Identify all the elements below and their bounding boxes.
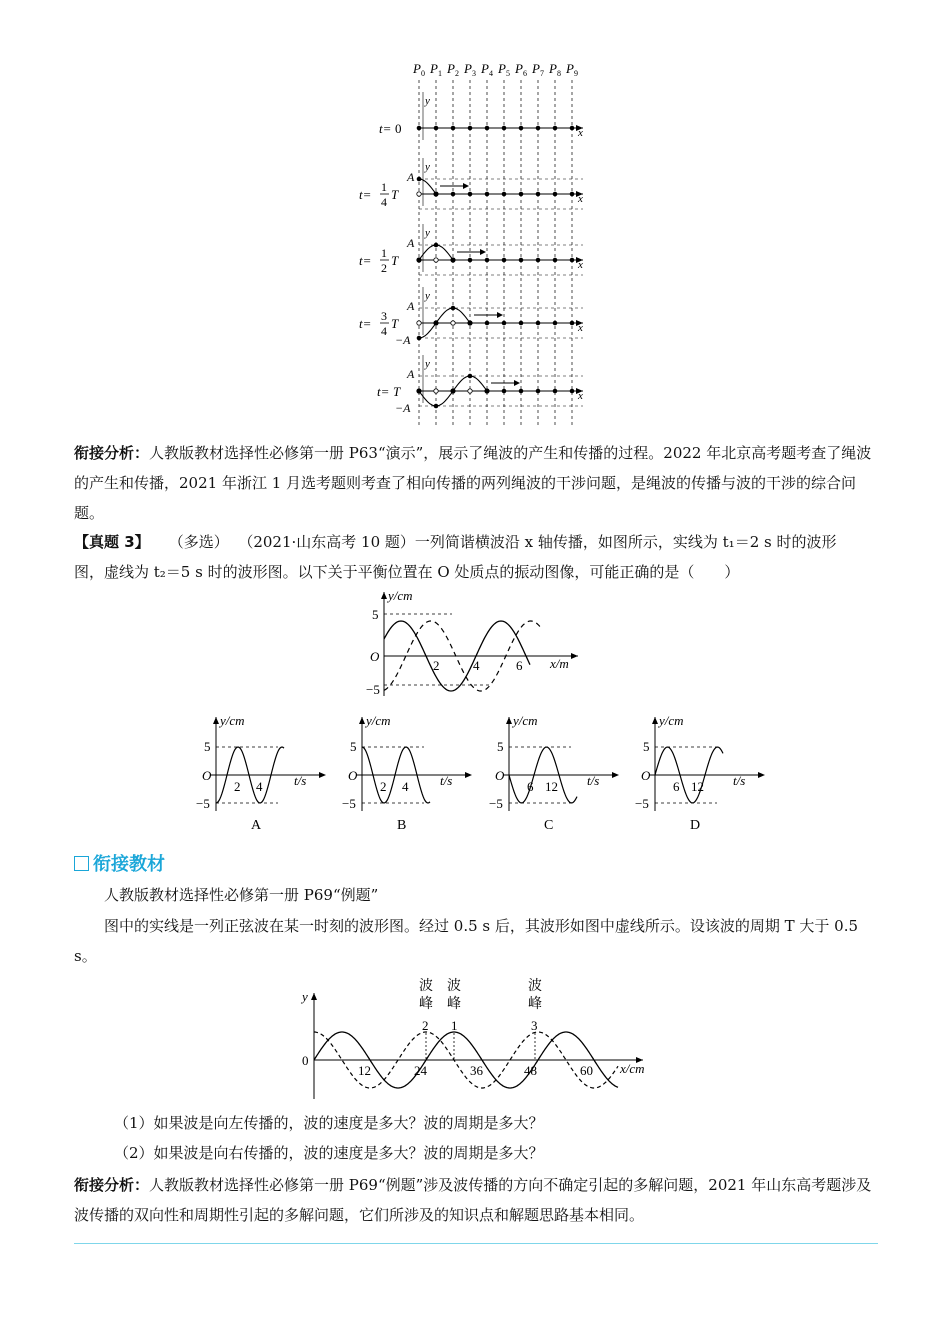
option-ytick-bottom: −5 xyxy=(635,796,649,811)
question-label: 【真题 3】 xyxy=(74,533,150,551)
svg-text:t=: t= xyxy=(379,121,392,136)
option-ylabel: y/cm xyxy=(659,713,684,728)
wave-origin: O xyxy=(370,649,380,664)
wave-xtick-2: 2 xyxy=(433,658,440,673)
option-tick-1: 6 xyxy=(527,779,534,794)
wave-graph xyxy=(360,588,590,698)
option-ytick-top: 5 xyxy=(350,739,357,754)
svg-text:x: x xyxy=(578,322,583,334)
svg-text:峰: 峰 xyxy=(447,997,461,1012)
option-ytick-bottom: −5 xyxy=(489,796,503,811)
question-text-a: 一列简谐横波沿 x 轴传播，如图所示，实线为 t₁＝2 s 时的波形 xyxy=(414,533,837,551)
point-label-5: $P_5$ xyxy=(498,61,510,78)
time-label-0 xyxy=(379,121,402,136)
amplitude-label: A xyxy=(407,367,415,381)
point-label-1: $P_1$ xyxy=(430,61,442,78)
point-label-9: $P_9$ xyxy=(566,61,578,78)
question-tag: （多选） xyxy=(168,533,229,551)
option-ytick-top: 5 xyxy=(497,739,504,754)
point-label-0: $P_0$ xyxy=(413,61,425,78)
option-tick-1: 2 xyxy=(234,779,241,794)
wave-xtick-4: 4 xyxy=(473,658,480,673)
svg-text:y: y xyxy=(425,95,430,107)
question-3 xyxy=(74,527,874,587)
option-letter: C xyxy=(544,818,554,833)
svg-text:1: 1 xyxy=(451,1018,458,1033)
option-letter: A xyxy=(251,818,262,833)
svg-text:1: 1 xyxy=(381,246,387,260)
time-label-3 xyxy=(359,309,399,338)
option-c-graph[interactable] xyxy=(487,713,627,833)
svg-text:2: 2 xyxy=(422,1018,429,1033)
option-ytick-top: 5 xyxy=(643,739,650,754)
wave-ytick-bottom: −5 xyxy=(366,682,380,697)
amplitude-label: A xyxy=(407,236,415,250)
option-a-graph[interactable] xyxy=(194,713,334,833)
svg-text:T: T xyxy=(391,187,399,202)
textbook-text: 图中的实线是一列正弦波在某一时刻的波形图。经过 0.5 s 后，其波形如图中虚线所示。设该波的周期 T 大于 0.5 s。 xyxy=(74,917,859,965)
divider-line xyxy=(74,1243,878,1244)
svg-text:t=: t= xyxy=(377,384,390,399)
option-origin: O xyxy=(641,768,651,783)
point-label-7: $P_7$ xyxy=(532,61,544,78)
amplitude-label: A xyxy=(407,170,415,184)
option-ylabel: y/cm xyxy=(366,713,391,728)
peak-wave-graph xyxy=(298,975,658,1100)
svg-text:4: 4 xyxy=(381,195,387,209)
peak-ylabel: y xyxy=(302,989,308,1004)
analysis-label: 衔接分析： xyxy=(74,444,150,462)
point-guide-lines xyxy=(419,80,572,428)
time-row-4 xyxy=(377,355,583,415)
option-ytick-top: 5 xyxy=(204,739,211,754)
wave-ylabel: y/cm xyxy=(388,588,413,603)
section-title: 衔接教材 xyxy=(93,854,165,875)
option-tick-1: 6 xyxy=(673,779,680,794)
svg-text:4: 4 xyxy=(381,324,387,338)
svg-text:x: x xyxy=(578,259,583,271)
svg-text:1: 1 xyxy=(381,180,387,194)
option-tick-2: 12 xyxy=(545,779,558,794)
time-row-0 xyxy=(379,92,583,140)
option-ytick-bottom: −5 xyxy=(342,796,356,811)
neg-amplitude-label: −A xyxy=(395,333,411,347)
option-tick-1: 2 xyxy=(380,779,387,794)
svg-text:t=: t= xyxy=(359,316,372,331)
square-icon xyxy=(74,856,89,871)
point-label-6: $P_6$ xyxy=(515,61,527,78)
svg-text:x: x xyxy=(578,193,583,205)
svg-text:峰: 峰 xyxy=(528,997,542,1012)
svg-text:波: 波 xyxy=(447,979,461,994)
peak-xtick-36: 36 xyxy=(470,1063,483,1078)
neg-amplitude-label: −A xyxy=(395,401,411,415)
option-b-graph[interactable] xyxy=(340,713,480,833)
option-origin: O xyxy=(202,768,212,783)
svg-text:波: 波 xyxy=(419,979,433,994)
option-xlabel: t/s xyxy=(440,773,453,788)
peak-xtick-24: 24 xyxy=(414,1063,427,1078)
peak-xtick-60: 60 xyxy=(580,1063,593,1078)
option-tick-2: 4 xyxy=(402,779,409,794)
peak-label-2 xyxy=(419,978,433,1033)
svg-text:T: T xyxy=(393,384,401,399)
svg-text:x: x xyxy=(578,127,583,139)
svg-text:3: 3 xyxy=(381,309,387,323)
analysis-label: 衔接分析： xyxy=(74,1176,150,1194)
analysis-text: 人教版教材选择性必修第一册 P63“演示”，展示了绳波的产生和传播的过程。2022 年北京高考题考查了绳波的产生和传播，2021 年浙江 1 月选考题则考查了相向传播的两列绳波的干涉问题，是绳波的传播与波的干涉的综合问题。 xyxy=(74,444,872,522)
question-1: （1）如果波是向左传播的，波的速度是多大？波的周期是多大？ xyxy=(114,1114,544,1132)
point-label-3: $P_3$ xyxy=(464,61,476,78)
analysis-text: 人教版教材选择性必修第一册 P69“例题”涉及波传播的方向不确定引起的多解问题，2021 年山东高考题涉及波传播的双向性和周期性引起的多解问题，它们所涉及的知识点和解题思路基本相同。 xyxy=(74,1176,872,1224)
amplitude-label: A xyxy=(407,299,415,313)
svg-text:峰: 峰 xyxy=(419,997,433,1012)
time-row-1 xyxy=(359,158,583,209)
peak-origin: 0 xyxy=(302,1053,309,1068)
option-xlabel: t/s xyxy=(294,773,307,788)
wave-xtick-6: 6 xyxy=(516,658,523,673)
svg-text:0: 0 xyxy=(395,121,402,136)
question-source: （2021·山东高考 10 题） xyxy=(238,533,415,551)
wave-ytick-top: 5 xyxy=(372,607,379,622)
wave-xlabel: x/m xyxy=(550,656,569,671)
point-label-8: $P_8$ xyxy=(549,61,561,78)
section-heading xyxy=(74,850,165,876)
analysis-paragraph-2 xyxy=(74,1170,874,1230)
question-text-b: 图，虚线为 t₂＝5 s 时的波形图。以下关于平衡位置在 O 处质点的振动图像，可能正确的是（ ） xyxy=(74,563,740,581)
svg-text:T: T xyxy=(391,316,399,331)
option-d-graph[interactable] xyxy=(633,713,773,833)
peak-label-1 xyxy=(447,978,461,1033)
option-tick-2: 4 xyxy=(256,779,263,794)
svg-text:y: y xyxy=(425,161,430,173)
svg-text:x: x xyxy=(578,390,583,402)
question-2: （2）如果波是向右传播的，波的速度是多大？波的周期是多大？ xyxy=(114,1144,544,1162)
option-letter: B xyxy=(397,818,407,833)
time-row-2 xyxy=(359,224,583,275)
time-label-1 xyxy=(359,180,399,209)
option-tick-2: 12 xyxy=(691,779,704,794)
svg-text:y: y xyxy=(425,358,430,370)
option-xlabel: t/s xyxy=(587,773,600,788)
time-label-2 xyxy=(359,246,399,275)
option-origin: O xyxy=(495,768,505,783)
peak-xtick-12: 12 xyxy=(358,1063,371,1078)
svg-text:3: 3 xyxy=(531,1018,538,1033)
option-ylabel: y/cm xyxy=(513,713,538,728)
rope-wave-figure xyxy=(355,58,595,430)
peak-label-3 xyxy=(528,978,542,1033)
point-label-2: $P_2$ xyxy=(447,61,459,78)
point-label-4: $P_4$ xyxy=(481,61,493,78)
svg-text:2: 2 xyxy=(381,261,387,275)
peak-xtick-48: 48 xyxy=(524,1063,537,1078)
point-labels xyxy=(412,61,578,78)
svg-text:T: T xyxy=(391,253,399,268)
option-xlabel: t/s xyxy=(733,773,746,788)
option-origin: O xyxy=(348,768,358,783)
time-row-3 xyxy=(359,287,583,347)
option-letter: D xyxy=(690,818,701,833)
option-ylabel: y/cm xyxy=(220,713,245,728)
analysis-paragraph-1 xyxy=(74,438,874,528)
textbook-ref: 人教版教材选择性必修第一册 P69“例题” xyxy=(104,886,379,904)
svg-text:波: 波 xyxy=(528,979,542,994)
svg-text:y: y xyxy=(425,290,430,302)
option-ytick-bottom: −5 xyxy=(196,796,210,811)
peak-xlabel: x/cm xyxy=(620,1061,645,1076)
svg-text:t=: t= xyxy=(359,187,372,202)
svg-text:t=: t= xyxy=(359,253,372,268)
time-label-4 xyxy=(377,384,401,399)
svg-text:y: y xyxy=(425,227,430,239)
